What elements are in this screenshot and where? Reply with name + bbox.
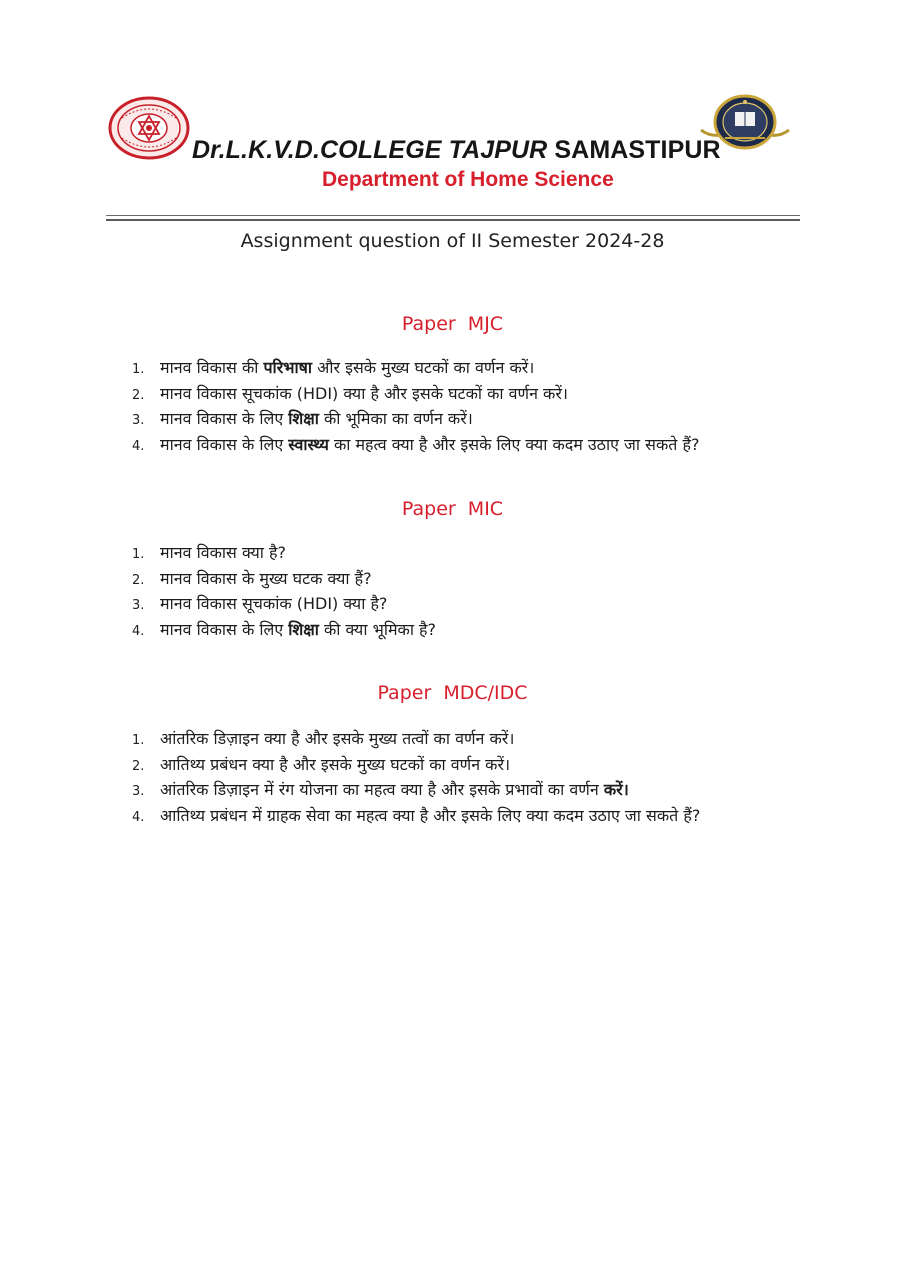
question-number: 1. [132, 362, 145, 377]
section-heading-mjc: Paper MJC [401, 313, 504, 335]
department-name: Department of Home Science [322, 168, 614, 191]
question-number: 4. [132, 438, 145, 454]
question-list-mic [132, 541, 812, 643]
question-number: 1. [132, 547, 145, 562]
question-text: मानव विकास सूचकांक (HDI) क्या है और इसके घटकों का वर्णन करें। [160, 383, 568, 403]
question-number: 3. [132, 413, 145, 429]
section-heading-mdc-idc: Paper MDC/IDC [377, 682, 528, 704]
section-heading-mic: Paper MIC [401, 498, 504, 520]
list-item [132, 592, 812, 618]
college-seal-icon [108, 96, 190, 160]
question-number: 2. [132, 387, 145, 403]
question-list-mdc-idc [132, 727, 812, 829]
list-item [132, 804, 812, 830]
list-item [132, 382, 812, 408]
question-number: 4. [132, 809, 145, 825]
question-text: मानव विकास क्या है? [160, 543, 287, 562]
question-text: मानव विकास सूचकांक (HDI) क्या है? [160, 594, 388, 614]
header-divider-bottom [106, 219, 800, 221]
question-number: 3. [132, 784, 145, 800]
list-item [132, 727, 812, 753]
question-text: आंतरिक डिज़ाइन में रंग योजना का महत्व क्या है और इसके प्रभावों का वर्णन करें। [160, 780, 629, 800]
question-text: मानव विकास के मुख्य घटक क्या हैं? [160, 568, 372, 588]
question-text: मानव विकास के लिए स्वास्थ्य का महत्व क्या है और इसके लिए क्या कदम उठाए जा सकते हैं? [160, 434, 700, 454]
question-number: 4. [132, 623, 145, 639]
question-text: मानव विकास की परिभाषा और इसके मुख्य घटकों का वर्णन करें। [160, 358, 535, 377]
question-text: आंतरिक डिज़ाइन क्या है और इसके मुख्य तत्वों का वर्णन करें। [160, 729, 515, 748]
question-number: 2. [132, 758, 145, 774]
college-name-italic: Dr.L.K.V.D.COLLEGE TAJPUR [192, 136, 548, 164]
question-text: आतिथ्य प्रबंधन में ग्राहक सेवा का महत्व क्या है और इसके लिए क्या कदम उठाए जा सकते हैं? [160, 805, 701, 825]
list-item [132, 407, 812, 433]
list-item [132, 541, 812, 567]
college-name [192, 136, 721, 165]
list-item [132, 433, 812, 459]
question-text: मानव विकास के लिए शिक्षा की भूमिका का वर्णन करें। [160, 409, 473, 429]
list-item [132, 778, 812, 804]
question-number: 3. [132, 598, 145, 614]
question-text: आतिथ्य प्रबंधन क्या है और इसके मुख्य घटकों का वर्णन करें। [160, 754, 511, 774]
list-item [132, 753, 812, 779]
question-list-mjc [132, 356, 812, 458]
header-divider-top [106, 215, 800, 216]
question-number: 2. [132, 572, 145, 588]
question-text: मानव विकास के लिए शिक्षा की क्या भूमिका है? [160, 619, 437, 639]
assignment-title: Assignment question of II Semester 2024-28 [240, 230, 665, 252]
question-number: 1. [132, 733, 145, 748]
list-item [132, 356, 812, 382]
list-item [132, 618, 812, 644]
list-item [132, 567, 812, 593]
college-name-rest: SAMASTIPUR [554, 136, 721, 164]
